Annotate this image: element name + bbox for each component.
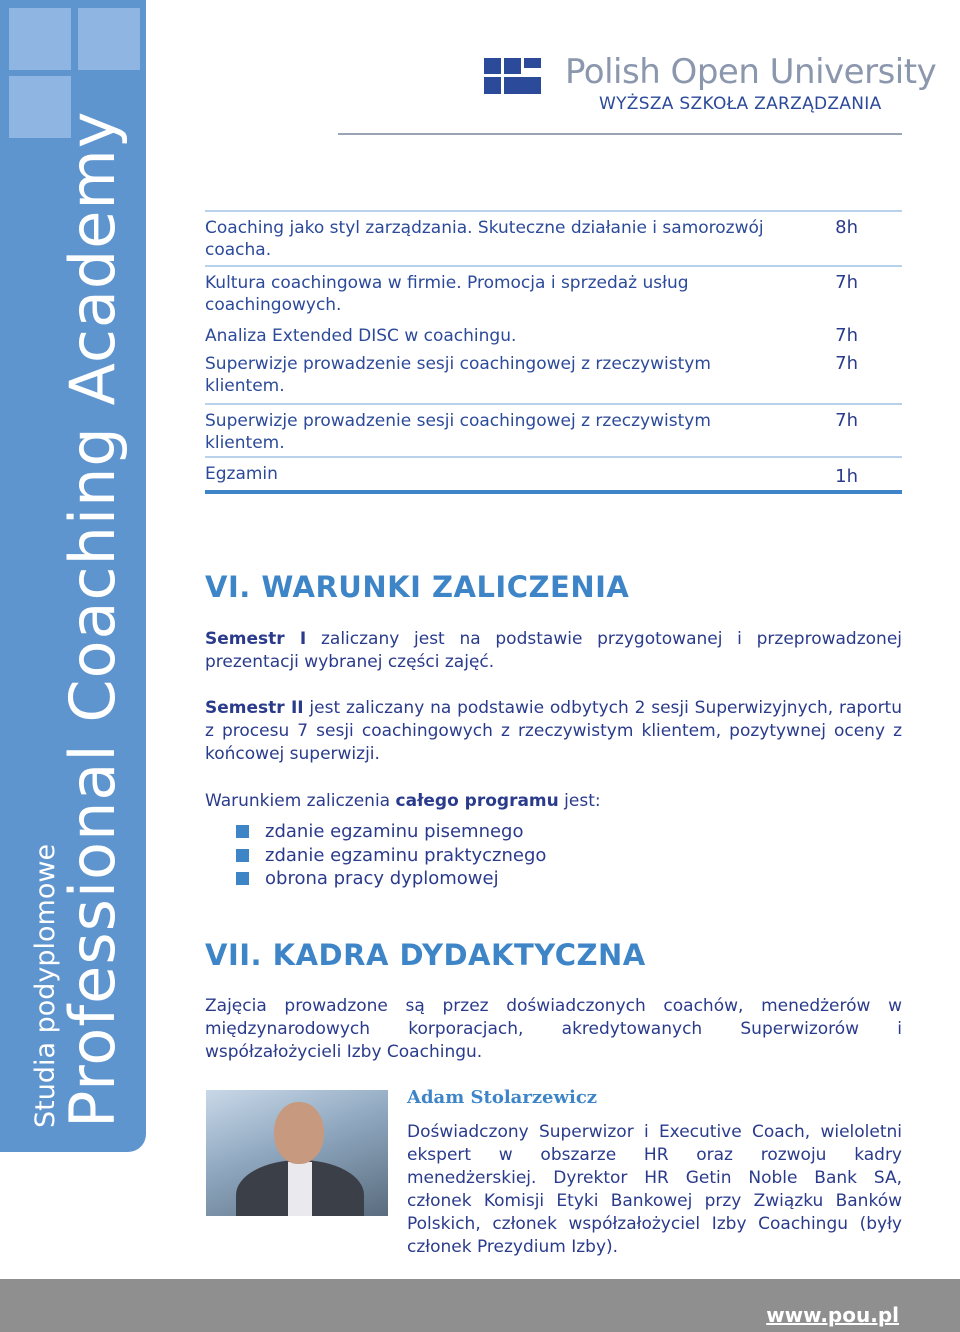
semester-1-label: Semestr I [205,629,307,649]
brand-name: Polish Open University [565,52,937,92]
schedule-row [205,265,902,320]
schedule-topic: Coaching jako styl zarządzania. Skuteczne działanie i samorozwój coacha. [205,218,764,260]
section-title-requirements: VI. WARUNKI ZALICZENIA [205,570,630,604]
semester-1-text: zaliczany jest na podstawie przygotowanej i przeprowadzonej prezentacji wybranej części zajęć. [205,629,903,672]
schedule-hours: 7h [835,410,858,431]
person-bio: Doświadczony Superwizor i Executive Coach, wieloletni ekspert w obszarze HR oraz rozwoju kadry menedżerskiej. Dyrektor HR Getin Noble Bank SA, członek Komisji Etyki Bankowej przy Związku Banków Polskich, członek współzałożyciel Izby Coachingu (były członek Prezydium Izby). [407,1122,902,1257]
semester-2-label: Semestr II [205,698,304,718]
paragraph-semester-1 [205,628,902,674]
brand-subtitle: WYŻSZA SZKOŁA ZARZĄDZANIA [599,94,882,114]
list-item-text: zdanie egzaminu pisemnego [265,821,524,842]
schedule-topic: Egzamin [205,464,278,484]
schedule-row [205,348,902,403]
square-bullet-icon [236,849,249,862]
schedule-hours: 7h [835,353,858,374]
person-photo [206,1090,388,1216]
person-name: Adam Stolarzewicz [407,1087,598,1108]
schedule-topic: Kultura coachingowa w firmie. Promocja i sprzedaż usług coachingowych. [205,273,689,315]
sidebar-main-title: Professional Coaching Academy [56,110,129,1128]
conditions-text-post: jest: [558,791,601,811]
faculty-intro: Zajęcia prowadzone są przez doświadczonych coachów, menedżerów w międzynarodowych korporacjach, akredytowanych Superwizorów i współzałożycieli Izby Coachingu. [205,996,902,1062]
list-item [236,867,546,891]
schedule-row [205,456,902,490]
semester-2-text: jest zaliczany na podstawie odbytych 2 sesji Superwizyjnych, raportu z procesu 7 sesji coachingowych z rzeczywistym klientem, pozytywnej oceny z końcowej superwizji. [205,698,902,764]
footer [0,1279,960,1332]
schedule-hours: 8h [835,217,858,238]
schedule-hours: 1h [835,466,858,487]
conditions-text-bold: całego programu [395,791,559,811]
schedule-bottom-rule [205,490,902,494]
list-item [236,844,546,868]
schedule-hours: 7h [835,272,858,293]
website-link[interactable]: www.pou.pl [766,1303,899,1327]
section-title-faculty: VII. KADRA DYDAKTYCZNA [205,938,646,972]
conditions-text-pre: Warunkiem zaliczenia [205,791,396,811]
paragraph-semester-2 [205,697,902,766]
list-item-text: obrona pracy dyplomowej [265,868,499,889]
schedule-row [205,320,902,348]
header-divider [338,133,902,135]
list-item [236,820,546,844]
decor-square [78,8,140,70]
schedule-topic: Superwizje prowadzenie sesji coachingowej z rzeczywistym klientem. [205,354,711,396]
decor-square [9,8,71,70]
schedule-row [205,210,902,265]
paragraph-program-conditions [205,790,902,813]
square-bullet-icon [236,872,249,885]
sidebar [0,0,146,1152]
list-item-text: zdanie egzaminu praktycznego [265,844,547,866]
schedule-table [205,210,902,494]
schedule-topic: Analiza Extended DISC w coachingu. [205,326,517,346]
conditions-list [236,820,546,891]
schedule-topic: Superwizje prowadzenie sesji coachingowej z rzeczywistym klientem. [205,411,711,453]
sidebar-sub-title: Studia podyplomowe [30,843,61,1128]
square-bullet-icon [236,825,249,838]
schedule-row [205,403,902,456]
university-logo-icon [484,58,542,94]
schedule-hours: 7h [835,325,858,346]
